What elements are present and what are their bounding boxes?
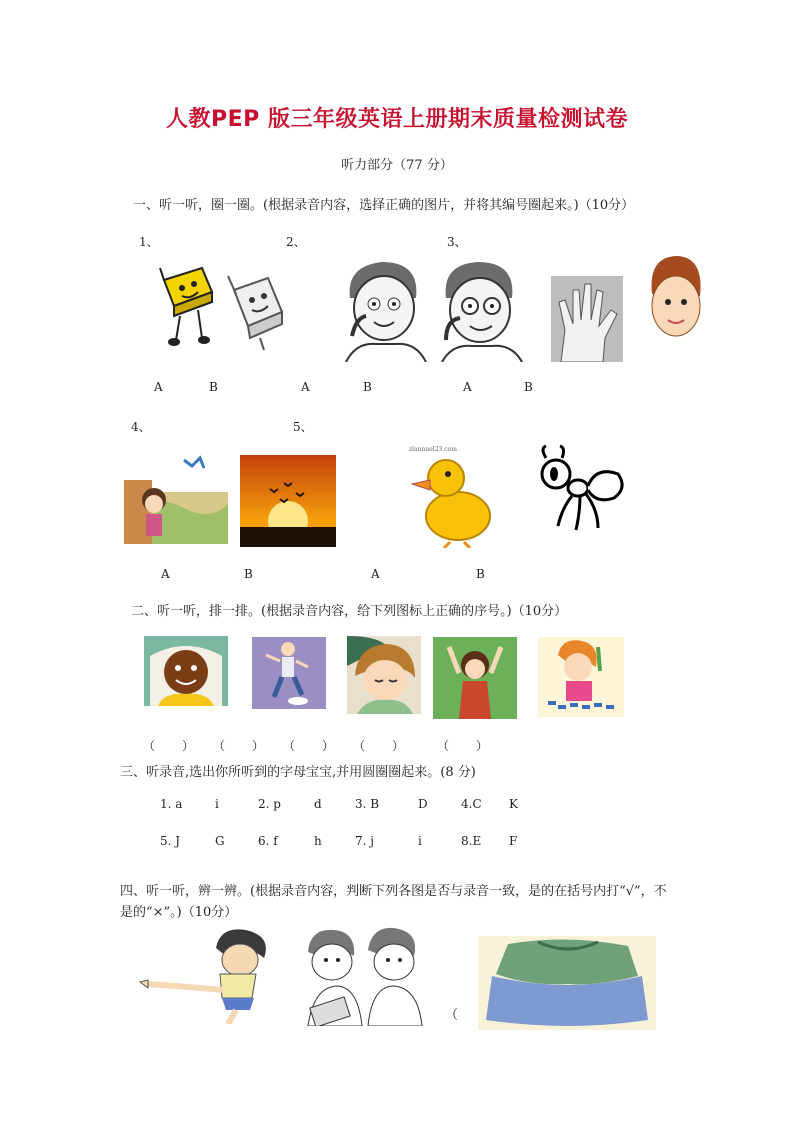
boy-face-picture bbox=[648, 254, 704, 342]
answer-bracket[interactable]: （ bbox=[445, 1008, 459, 1023]
letter-option[interactable]: 4.C bbox=[461, 797, 482, 811]
letter-option[interactable]: 3. B bbox=[355, 797, 380, 811]
page-title: 人教PEP 版三年级英语上册期末质量检测试卷 bbox=[166, 107, 628, 132]
kids-with-calculator-picture bbox=[298, 926, 430, 1026]
choice-label[interactable]: A bbox=[463, 380, 472, 394]
answer-bracket[interactable]: （ ） bbox=[437, 739, 490, 753]
letter-option[interactable]: 6. f bbox=[258, 834, 278, 848]
section1-heading: 一、听一听，圈一圈。(根据录音内容，选择正确的图片，并将其编号圈起来。)（10分） bbox=[133, 198, 635, 213]
answer-bracket[interactable]: （ ） bbox=[213, 739, 266, 753]
pencil-box-picture bbox=[158, 262, 218, 350]
question-number: 4、 bbox=[131, 420, 151, 434]
letter-option[interactable]: h bbox=[314, 834, 322, 848]
choice-label[interactable]: A bbox=[161, 567, 170, 581]
page-subtitle: 听力部分（77 分） bbox=[341, 158, 453, 173]
duck-picture bbox=[410, 452, 494, 548]
answer-bracket[interactable]: （ ） bbox=[143, 739, 196, 753]
letter-option[interactable]: D bbox=[418, 797, 428, 811]
letter-option[interactable]: i bbox=[215, 797, 219, 811]
letter-option[interactable]: K bbox=[509, 797, 518, 811]
section3-heading: 三、听录音,选出你所听到的字母宝宝,并用圆圈圈起来。(8 分) bbox=[120, 765, 476, 780]
question-number: 3、 bbox=[447, 235, 467, 249]
choice-label[interactable]: A bbox=[301, 380, 310, 394]
boy-smiling-picture bbox=[144, 636, 228, 706]
sunset-birds-picture bbox=[240, 455, 336, 547]
eraser-picture bbox=[224, 268, 290, 352]
boy-touching-face-picture bbox=[336, 258, 428, 362]
section2-heading: 二、听一听，排一排。(根据录音内容，给下列图标上正确的序号。)（10分） bbox=[131, 604, 568, 619]
question-number: 1、 bbox=[139, 235, 159, 249]
section4-heading-line2: 是的“×”。)（10分） bbox=[120, 905, 238, 920]
ant-picture bbox=[536, 444, 628, 532]
girl-waving-picture bbox=[433, 637, 517, 719]
choice-label[interactable]: B bbox=[209, 380, 218, 394]
hand-picture bbox=[551, 276, 623, 362]
boy-jumping-picture bbox=[252, 637, 326, 709]
girl-landscape-picture bbox=[124, 452, 228, 544]
choice-label[interactable]: B bbox=[524, 380, 533, 394]
watermark-text: zlannuel23.com bbox=[409, 446, 457, 453]
question-number: 5、 bbox=[293, 420, 313, 434]
girl-drawing-picture bbox=[538, 637, 624, 717]
section4-heading-line1: 四、听一听，辨一辨。(根据录音内容，判断下列各图是否与录音一致，是的在括号内打“√”，不 bbox=[120, 884, 667, 899]
letter-option[interactable]: 7. j bbox=[355, 834, 374, 848]
letter-option[interactable]: d bbox=[314, 797, 322, 811]
letter-option[interactable]: G bbox=[215, 834, 225, 848]
letter-option[interactable]: 5. J bbox=[160, 834, 181, 848]
letter-option[interactable]: 1. a bbox=[160, 797, 183, 811]
letter-option[interactable]: 8.E bbox=[461, 834, 482, 848]
letter-option[interactable]: 2. p bbox=[258, 797, 281, 811]
choice-label[interactable]: B bbox=[363, 380, 372, 394]
letter-option[interactable]: F bbox=[509, 834, 518, 848]
answer-bracket[interactable]: （ ） bbox=[283, 739, 336, 753]
choice-label[interactable]: B bbox=[244, 567, 253, 581]
question-number: 2、 bbox=[286, 235, 306, 249]
boy-with-glasses-picture bbox=[432, 258, 524, 362]
choice-label[interactable]: A bbox=[371, 567, 380, 581]
clothes-blurry-picture bbox=[478, 936, 656, 1030]
letter-option[interactable]: i bbox=[418, 834, 422, 848]
answer-bracket[interactable]: （ ） bbox=[353, 739, 406, 753]
girl-looking-down-picture bbox=[347, 636, 421, 714]
boy-kicking-picture bbox=[136, 926, 274, 1024]
choice-label[interactable]: A bbox=[154, 380, 163, 394]
choice-label[interactable]: B bbox=[476, 567, 485, 581]
